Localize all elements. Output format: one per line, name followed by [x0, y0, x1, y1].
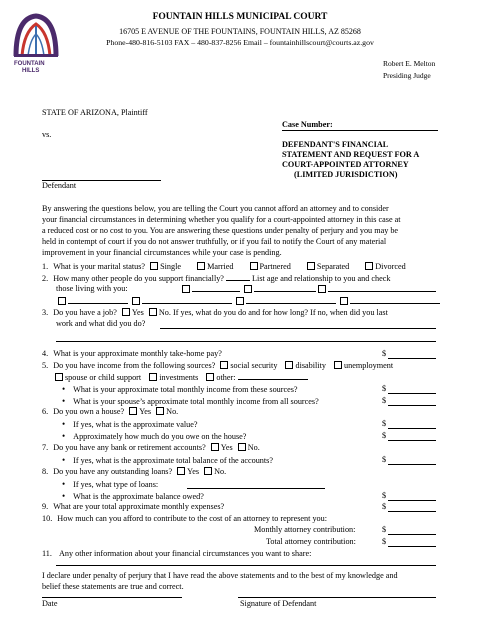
vs-label: vs.: [42, 130, 52, 139]
q2-dependent-checkbox[interactable]: [340, 297, 348, 305]
q5-bullet-2-dollar: $: [382, 396, 387, 405]
q2-dependent-field[interactable]: [350, 296, 440, 304]
q2-number: 2.: [42, 274, 49, 283]
q5-number: 5.: [42, 361, 49, 370]
q3-number: 3.: [42, 308, 49, 317]
q5-support-label: spouse or child support: [65, 373, 142, 382]
q2-dependent-3: [318, 284, 436, 296]
q2-dependent-field[interactable]: [192, 284, 240, 292]
q2-text: How many other people do you support financially?: [53, 274, 224, 283]
signature-line[interactable]: [238, 597, 436, 598]
q7-bullet-1-text: If yes, what is the approximate total balance of the accounts?: [73, 456, 273, 465]
question-11: [42, 549, 311, 560]
q6-bullet-1-field[interactable]: [388, 428, 436, 429]
q3-yes-label: Yes: [131, 308, 144, 317]
q1-partnered-label: Partnered: [259, 262, 291, 271]
q2-dependent-checkbox[interactable]: [318, 285, 326, 293]
q6-number: 6.: [42, 407, 49, 416]
q5-other-field[interactable]: [238, 372, 308, 380]
intro-line: By answering the questions below, you are telling the Court you cannot afford an attorney and to consider: [42, 204, 389, 213]
q8-loan-type-field[interactable]: [187, 488, 325, 489]
q9-dollar: $: [382, 502, 387, 511]
q7-no-checkbox[interactable]: [238, 443, 246, 451]
q5-disability-checkbox[interactable]: [285, 361, 293, 369]
date-line[interactable]: [42, 597, 182, 598]
q9-text: What are your total approximate monthly expenses?: [53, 502, 225, 511]
q5-unemployment-label: unemployment: [344, 361, 394, 370]
q6-yes-label: Yes: [139, 407, 152, 416]
q2-dependent-checkbox[interactable]: [182, 285, 190, 293]
question-3: [42, 308, 388, 319]
intro-line: a reduced cost or no cost to you. You are answering these questions under penalty of perjury and you may be: [42, 226, 399, 235]
court-name: FOUNTAIN HILLS MUNICIPAL COURT: [152, 12, 328, 22]
q5-disability-label: disability: [295, 361, 326, 370]
q2-dependent-7: [340, 296, 440, 308]
plaintiff-label: STATE OF ARIZONA, Plaintiff: [42, 108, 148, 117]
q5-investments-checkbox[interactable]: [149, 373, 157, 381]
q1-married-checkbox[interactable]: [197, 262, 205, 270]
q8-bullet-2-text: What is the approximate balance owed?: [73, 492, 204, 501]
q4-amount-field[interactable]: [388, 358, 436, 359]
q3-answer-line[interactable]: [160, 328, 436, 329]
question-5: [42, 361, 393, 372]
q2-text-b: List age and relationship to you and check: [252, 274, 391, 283]
case-number-label: Case Number:: [282, 120, 333, 129]
q5-unemployment-checkbox[interactable]: [334, 361, 342, 369]
judge-title: Presiding Judge: [383, 71, 431, 80]
question-2: [42, 273, 391, 285]
q8-text: Do you have any outstanding loans?: [53, 467, 173, 476]
q10-total-field[interactable]: [388, 546, 436, 547]
q9-number: 9.: [42, 502, 49, 511]
q6-bullet-1-text: If yes, what is the approximate value?: [73, 420, 198, 429]
q2-dependent-checkbox[interactable]: [58, 297, 66, 305]
form-title-line: DEFENDANT'S FINANCIAL: [282, 140, 389, 149]
q2-count-field[interactable]: [226, 273, 250, 281]
q2-dependent-4: [58, 296, 128, 308]
q5-bullet-2-text: What is your spouse’s approximate total monthly income from all sources?: [73, 397, 319, 406]
form-title-line: STATEMENT AND REQUEST FOR A: [282, 150, 420, 159]
q7-bullet-1: • If yes, what is the approximate total balance of the accounts?: [62, 455, 273, 465]
q6-bullet-2: • Approximately how much do you owe on the house?: [62, 431, 247, 441]
q3-text-b: No. If yes, what do you do and for how long? If no, when did you last: [158, 308, 388, 317]
q5-text: Do you have income from the following sources?: [53, 361, 216, 370]
question-7: [42, 443, 260, 454]
q10-monthly-field[interactable]: [388, 534, 436, 535]
q8-bullet-2-dollar: $: [382, 491, 387, 500]
q11-number: 11.: [42, 549, 52, 558]
q3-no-checkbox[interactable]: [149, 308, 157, 316]
form-title-line: COURT-APPOINTED ATTORNEY: [282, 160, 409, 169]
judge-name: Robert E. Melton: [383, 59, 436, 68]
q11-text: Any other information about your financial circumstances you want to share:: [58, 549, 312, 558]
q8-number: 8.: [42, 467, 49, 476]
q10-number: 10.: [42, 514, 53, 523]
q6-bullet-2-dollar: $: [382, 431, 387, 440]
date-label: Date: [42, 599, 58, 608]
q11-answer-line[interactable]: [56, 565, 436, 566]
q6-bullet-2-field[interactable]: [388, 440, 436, 441]
q1-single-label: Single: [160, 262, 182, 271]
q2-dependent-6: [236, 296, 336, 308]
q7-bullet-1-dollar: $: [382, 455, 387, 464]
q1-partnered-checkbox[interactable]: [250, 262, 258, 270]
declaration-line: belief these statements are true and correct.: [42, 582, 184, 591]
q5-other-label: other:: [216, 373, 236, 382]
q1-separated-checkbox[interactable]: [307, 262, 315, 270]
q1-divorced-label: Divorced: [375, 262, 406, 271]
q2-dependent-field[interactable]: [246, 296, 336, 304]
question-1: [42, 262, 406, 273]
q6-no-checkbox[interactable]: [156, 407, 164, 415]
question-8: [42, 467, 226, 478]
signature-label: Signature of Defendant: [240, 599, 317, 608]
court-address: 16705 E AVENUE OF THE FOUNTAINS, FOUNTAIN HILLS, AZ 85268: [119, 27, 361, 36]
q6-no-label: No.: [166, 407, 179, 416]
q2-dependent-checkbox[interactable]: [132, 297, 140, 305]
q5-bullet-1-text: What is your approximate total monthly income from these sources?: [73, 385, 298, 394]
logo-text-hills: HILLS: [22, 68, 40, 74]
defendant-label: Defendant: [42, 181, 77, 190]
intro-line: improvement in your financial circumstances while your case is pending.: [42, 248, 282, 257]
q8-bullet-1-text: If yes, what type of loans:: [73, 480, 159, 489]
declaration-line: I declare under penalty of perjury that I have read the above statements and to the best of my knowledge and: [42, 571, 398, 580]
q2-dependent-1: [182, 284, 240, 296]
q1-single-checkbox[interactable]: [150, 262, 158, 270]
q10-total-label: Total attorney contribution:: [266, 537, 356, 546]
q7-bullet-1-field[interactable]: [388, 464, 436, 465]
q10-total-dollar: $: [382, 537, 387, 546]
q1-separated-label: Separated: [316, 262, 350, 271]
form-title-line: (LIMITED JURISDICTION): [294, 170, 398, 179]
q6-bullet-1: • If yes, what is the approximate value?: [62, 419, 198, 429]
q8-no-label: No.: [214, 467, 227, 476]
q9-amount-field[interactable]: [388, 511, 436, 512]
q8-bullet-1: • If yes, what type of loans:: [62, 479, 159, 489]
q6-yes-checkbox[interactable]: [129, 407, 137, 415]
court-contact: Phone-480-816-5103 FAX – 480-837-8256 Email – fountainhillscourt@courts.az.gov: [106, 38, 374, 47]
q3-text: Do you have a job?: [53, 308, 117, 317]
q5-social-security-label: social security: [230, 361, 278, 370]
q6-bullet-2-text: Approximately how much do you owe on the house?: [73, 432, 247, 441]
q5-bullet-1-field[interactable]: [388, 393, 436, 394]
q10-text: How much can you afford to contribute to the cost of an attorney to represent you:: [57, 514, 328, 523]
q2-text-c: those living with you:: [56, 284, 128, 293]
q8-yes-checkbox[interactable]: [177, 467, 185, 475]
q3-text-c: work and what did you do?: [56, 319, 146, 328]
q2-dependent-checkbox[interactable]: [236, 297, 244, 305]
q7-text: Do you have any bank or retirement accounts?: [53, 443, 206, 452]
q10-monthly-label: Monthly attorney contribution:: [254, 525, 356, 534]
q10-monthly-dollar: $: [382, 525, 387, 534]
q2-dependent-field[interactable]: [142, 296, 232, 304]
q1-divorced-checkbox[interactable]: [365, 262, 373, 270]
q2-dependent-5: [132, 296, 232, 308]
q3-yes-checkbox[interactable]: [122, 308, 130, 316]
q8-bullet-2-field[interactable]: [388, 500, 436, 501]
q5-support-checkbox[interactable]: [55, 373, 63, 381]
q1-number: 1.: [42, 262, 49, 271]
q5-bullet-2: • What is your spouse’s approximate total monthly income from all sources?: [62, 396, 319, 406]
q7-yes-label: Yes: [220, 443, 233, 452]
q5-bullet-1: • What is your approximate total monthly income from these sources?: [62, 384, 298, 394]
q5-bullet-2-field[interactable]: [388, 405, 436, 406]
q1-married-label: Married: [207, 262, 234, 271]
intro-line: held in contempt of court if you do not answer truthfully, or if you fail to notify the Court of any material: [42, 237, 387, 246]
q2-dependent-field[interactable]: [68, 296, 128, 304]
case-number-line[interactable]: [282, 130, 438, 131]
q6-text: Do you own a house?: [53, 407, 125, 416]
q7-number: 7.: [42, 443, 49, 452]
q2-dependent-2: [244, 284, 316, 296]
q3-answer-line-2[interactable]: [56, 341, 436, 342]
q4-number: 4.: [42, 349, 49, 358]
q7-no-label: No.: [247, 443, 260, 452]
q1-text: What is your marital status?: [53, 262, 146, 271]
intro-line: your financial circumstances in determining whether you qualify for a court-appointed attorney in this case at: [42, 215, 401, 224]
q4-dollar: $: [382, 349, 387, 358]
q6-bullet-1-dollar: $: [382, 419, 387, 428]
q5-bullet-1-dollar: $: [382, 384, 387, 393]
q2-dependent-field[interactable]: [254, 284, 316, 292]
q4-text: What is your approximate monthly take-home pay?: [53, 349, 222, 358]
q8-bullet-2: • What is the approximate balance owed?: [62, 491, 204, 501]
question-6: [42, 407, 178, 418]
q5-other-checkbox[interactable]: [206, 373, 214, 381]
q8-no-checkbox[interactable]: [204, 467, 212, 475]
q7-yes-checkbox[interactable]: [211, 443, 219, 451]
q8-yes-label: Yes: [187, 467, 200, 476]
q5-sources-row-2: [52, 372, 308, 384]
q5-investments-label: investments: [159, 373, 199, 382]
q5-social-security-checkbox[interactable]: [220, 361, 228, 369]
q2-dependent-checkbox[interactable]: [244, 285, 252, 293]
logo-text-fountain: FOUNTAIN: [14, 61, 45, 67]
q2-dependent-field[interactable]: [328, 284, 436, 292]
question-9: [42, 502, 224, 513]
question-4: [42, 349, 222, 360]
question-10: [42, 514, 327, 525]
